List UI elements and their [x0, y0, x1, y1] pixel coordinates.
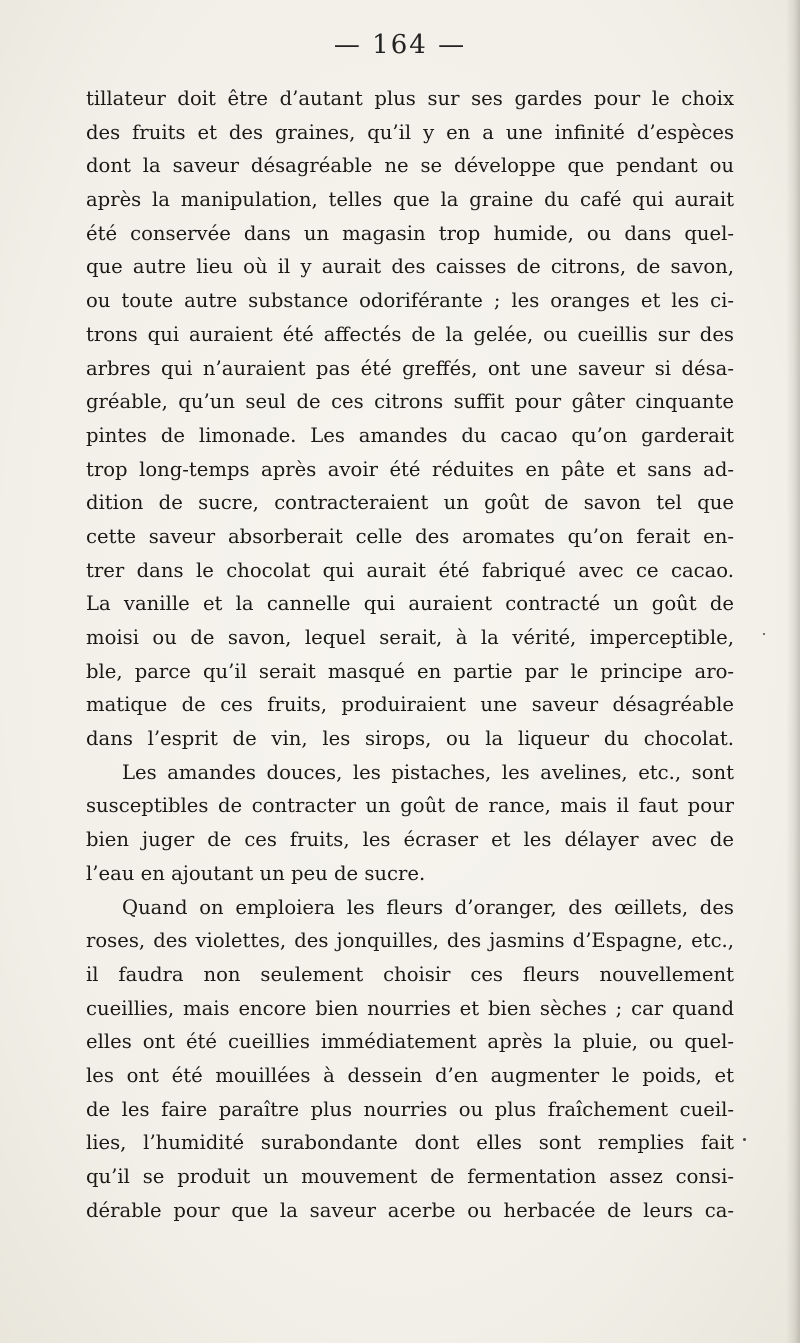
ink-speck	[763, 633, 765, 635]
text-line: arbres qui n’auraient pas été greffés, ont une saveur si désa-	[86, 356, 734, 380]
text-line: les ont été mouillées à dessein d’en augmenter le poids, et	[86, 1063, 734, 1087]
text-line: dition de sucre, contracteraient un goût de savon tel que	[86, 491, 734, 515]
text-line: qu’il se produit un mouvement de fermentation assez consi-	[86, 1165, 734, 1188]
text-line: de les faire paraître plus nourries ou plus fraîchement cueil-	[86, 1097, 734, 1121]
page-edge-shadow	[786, 0, 800, 1343]
text-line: après la manipulation, telles que la graine du café qui aurait	[86, 188, 734, 212]
text-line: moisi ou de savon, lequel serait, à la vérité, imperceptible,	[86, 626, 734, 649]
text-line: trons qui auraient été affectés de la gelée, ou cueillis sur des	[86, 322, 734, 346]
text-line: La vanille et la cannelle qui auraient contracté un goût de	[86, 592, 734, 616]
text-line: roses, des violettes, des jonquilles, des jasmins d’Espagne, etc.,	[86, 929, 734, 953]
text-line: bien juger de ces fruits, les écraser et les délayer avec de	[86, 828, 734, 852]
ink-speck	[743, 1138, 746, 1141]
text-line: tillateur doit être d’autant plus sur ses gardes pour le choix	[86, 87, 734, 110]
text-line: pintes de limonade. Les amandes du cacao qu’on garderait	[86, 423, 734, 447]
text-line: matique de ces fruits, produiraient une saveur désagréable	[86, 693, 734, 717]
text-line: lies, l’humidité surabondante dont elles sont remplies fait	[86, 1131, 734, 1155]
text-line: ble, parce qu’il serait masqué en partie par le principe aro-	[86, 659, 734, 683]
text-line: dont la saveur désagréable ne se développe que pendant ou	[86, 154, 734, 178]
text-line: susceptibles de contracter un goût de rance, mais il faut pour	[86, 794, 734, 818]
text-line: dérable pour que la saveur acerbe ou herbacée de leurs ca-	[86, 1198, 734, 1222]
text-line: dans l’esprit de vin, les sirops, ou la liqueur du chocolat.	[86, 727, 734, 751]
text-line: il faudra non seulement choisir ces fleurs nouvellement	[86, 962, 734, 986]
text-line: trer dans le chocolat qui aurait été fabriqué avec ce cacao.	[86, 558, 734, 582]
text-line: que autre lieu où il y aurait des caisses de citrons, de savon,	[86, 255, 734, 279]
text-line: gréable, qu’un seul de ces citrons suffit pour gâter cinquante	[86, 390, 734, 414]
text-line: Quand on emploiera les fleurs d’oranger, des œillets, des	[122, 895, 734, 919]
text-line: trop long-temps après avoir été réduites en pâte et sans ad-	[86, 457, 734, 481]
text-line: cueillies, mais encore bien nourries et bien sèches ; car quand	[86, 996, 734, 1020]
text-line: elles ont été cueillies immédiatement après la pluie, ou quel-	[86, 1030, 734, 1054]
text-line: des fruits et des graines, qu’il y en a une infinité d’espèces	[86, 120, 734, 144]
text-line: été conservée dans un magasin trop humide, ou dans quel-	[86, 221, 734, 245]
text-line: Les amandes douces, les pistaches, les avelines, etc., sont	[122, 760, 734, 784]
text-line: l’eau en ajoutant un peu de sucre.	[86, 861, 426, 885]
text-line: cette saveur absorberait celle des aromates qu’on ferait en-	[86, 524, 734, 548]
page-number: — 164 —	[333, 30, 467, 60]
body-text	[86, 82, 734, 1227]
text-line: ou toute autre substance odoriférante ; les oranges et les ci-	[86, 289, 734, 313]
